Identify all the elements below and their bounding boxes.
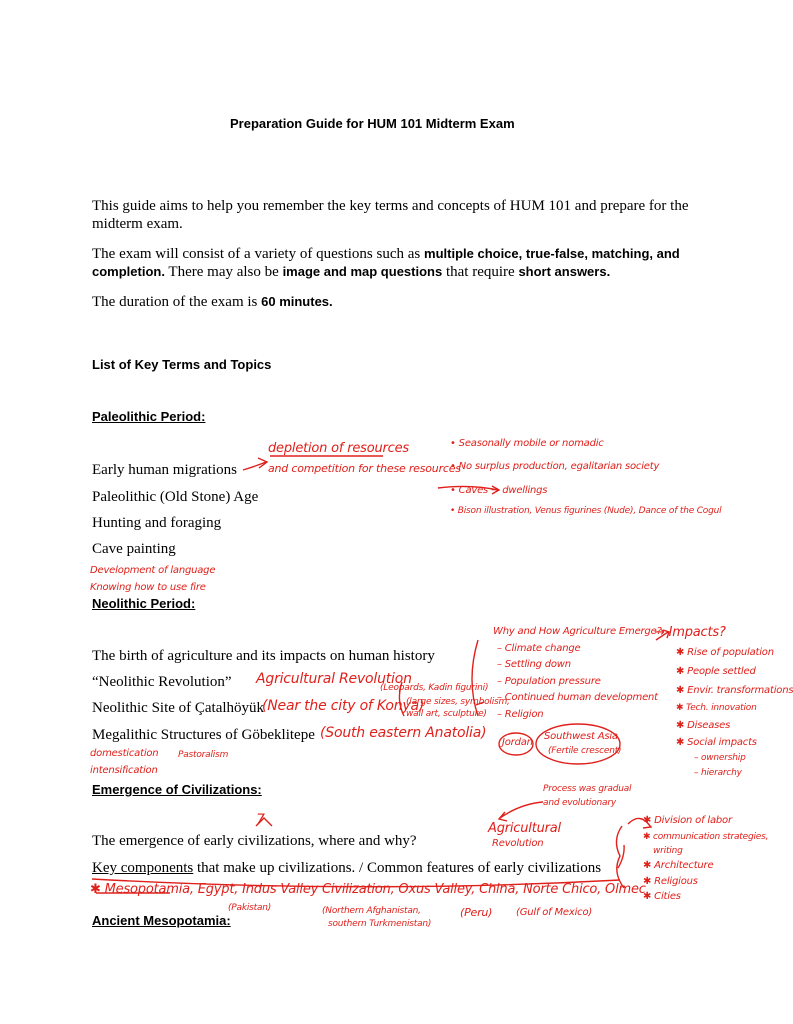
note-southwest-asia: Southwest Asia xyxy=(544,731,618,742)
impact-population: ✱ Rise of population xyxy=(676,647,774,658)
note-intensification: intensification xyxy=(90,765,158,776)
civilizations-heading: Emergence of Civilizations: xyxy=(92,782,262,797)
exam-format-text: The exam will consist of a variety of questions such as xyxy=(92,246,425,262)
note-why-agriculture: Why and How Agriculture Emerge? xyxy=(493,626,662,637)
note-impacts: → Impacts? xyxy=(654,625,726,640)
note-revolution: Revolution xyxy=(492,838,544,849)
note-domestication: domestication xyxy=(90,748,159,759)
component-cities: ✱ Cities xyxy=(643,891,681,902)
note-fertile-crescent: (Fertile crescent) xyxy=(548,746,622,756)
note-wall-art: wall art, sculpture) xyxy=(406,709,487,719)
component-division-of-labor: ✱ Division of labor xyxy=(643,815,732,826)
impact-ownership: – ownership xyxy=(694,753,746,763)
mesopotamia-heading: Ancient Mesopotamia: xyxy=(92,913,231,928)
impact-hierarchy: – hierarchy xyxy=(694,768,742,778)
note-caves: • Caves → dwellings xyxy=(450,485,548,496)
impact-technology: ✱ Tech. innovation xyxy=(676,703,757,713)
neo-item-revolution: “Neolithic Revolution” xyxy=(92,674,232,690)
paleo-item-cave-painting: Cave painting xyxy=(92,541,176,557)
note-climate: – Climate change xyxy=(497,643,581,654)
note-fire: Knowing how to use fire xyxy=(90,582,206,593)
note-afghanistan: (Northern Afghanistan, xyxy=(322,906,421,916)
note-gulf-of-mexico: (Gulf of Mexico) xyxy=(516,907,593,918)
paleo-item-hunting: Hunting and foraging xyxy=(92,515,222,531)
note-religion: – Religion xyxy=(497,709,544,720)
note-agricultural: Agricultural xyxy=(488,821,561,836)
note-pakistan: (Pakistan) xyxy=(228,903,272,913)
note-turkmenistan: southern Turkmenistan) xyxy=(328,919,432,929)
impact-environment: ✱ Envir. transformations xyxy=(676,685,793,696)
question-types: multiple choice, true-false, matching, and completion. xyxy=(92,246,680,279)
civ-item-components-rest: that make up civilizations. / Common features of early civilizations xyxy=(193,860,602,876)
impact-diseases: ✱ Diseases xyxy=(676,720,731,731)
note-no-surplus: • No surplus production, egalitarian society xyxy=(450,461,660,472)
exam-format-text-3: that require xyxy=(442,264,519,280)
paleolithic-heading: Paleolithic Period: xyxy=(92,409,206,424)
note-agricultural-revolution: Agricultural Revolution xyxy=(256,671,412,687)
note-jordan: Jordan xyxy=(502,737,533,748)
key-terms-heading: List of Key Terms and Topics xyxy=(92,357,272,372)
component-communication: ✱ communication strategies, xyxy=(643,832,769,842)
note-pastoralism: Pastoralism xyxy=(178,750,229,760)
component-writing: writing xyxy=(653,846,683,856)
note-development: – Continued human development xyxy=(497,692,658,703)
note-seven: 7 xyxy=(256,812,265,828)
note-settling: – Settling down xyxy=(497,659,571,670)
note-konya: (Near the city of Konya) xyxy=(262,698,425,714)
note-language: Development of language xyxy=(90,565,216,576)
note-civilizations-list: ✱ Mesopotamia, Egypt, Indus Valley Civilization, Oxus Valley, China, Norte Chico, Olmec xyxy=(90,882,646,897)
note-evolutionary: and evolutionary xyxy=(543,798,616,808)
paleo-item-migrations: Early human migrations xyxy=(92,462,237,478)
intro-paragraph: This guide aims to help you remember the key terms and concepts of HUM 101 and prepare for the midterm exam. xyxy=(92,198,689,232)
component-architecture: ✱ Architecture xyxy=(643,860,714,871)
paleo-item-old-stone-age: Paleolithic (Old Stone) Age xyxy=(92,489,259,505)
image-map-questions: image and map questions xyxy=(282,264,443,279)
note-anatolia: (South eastern Anatolia) xyxy=(320,725,487,741)
civ-item-emergence: The emergence of early civilizations, where and why? xyxy=(92,833,417,849)
component-religious: ✱ Religious xyxy=(643,876,698,887)
document-title: Preparation Guide for HUM 101 Midterm Exam xyxy=(230,116,515,131)
key-components-underlined: Key components xyxy=(92,860,194,876)
note-population: – Population pressure xyxy=(497,676,601,687)
note-bison: • Bison illustration, Venus figurines (Nude), Dance of the Cogul xyxy=(450,506,722,516)
neo-item-gobeklitepe: Megalithic Structures of Göbeklitepe xyxy=(92,727,315,743)
neo-item-agriculture: The birth of agriculture and its impacts on human history xyxy=(92,648,435,664)
note-process-gradual: Process was gradual xyxy=(543,784,632,794)
exam-format-text-2: There may also be xyxy=(164,264,283,280)
impact-settled: ✱ People settled xyxy=(676,666,756,677)
duration-text: The duration of the exam is xyxy=(92,294,262,310)
impact-social: ✱ Social impacts xyxy=(676,737,757,748)
duration-value: 60 minutes. xyxy=(261,294,333,309)
note-leopards: (Leopards, Kadin figurini) xyxy=(380,683,489,693)
short-answers: short answers. xyxy=(518,264,611,279)
neo-item-catalhoyuk: Neolithic Site of Çatalhöyük xyxy=(92,700,265,716)
neolithic-heading: Neolithic Period: xyxy=(92,596,196,611)
note-nomadic: • Seasonally mobile or nomadic xyxy=(450,438,604,449)
note-peru: (Peru) xyxy=(460,906,493,919)
note-depletion: depletion of resources xyxy=(268,441,409,456)
note-large-sizes: (large sizes, symbolism, xyxy=(406,697,510,707)
note-competition: and competition for these resources xyxy=(268,462,461,475)
